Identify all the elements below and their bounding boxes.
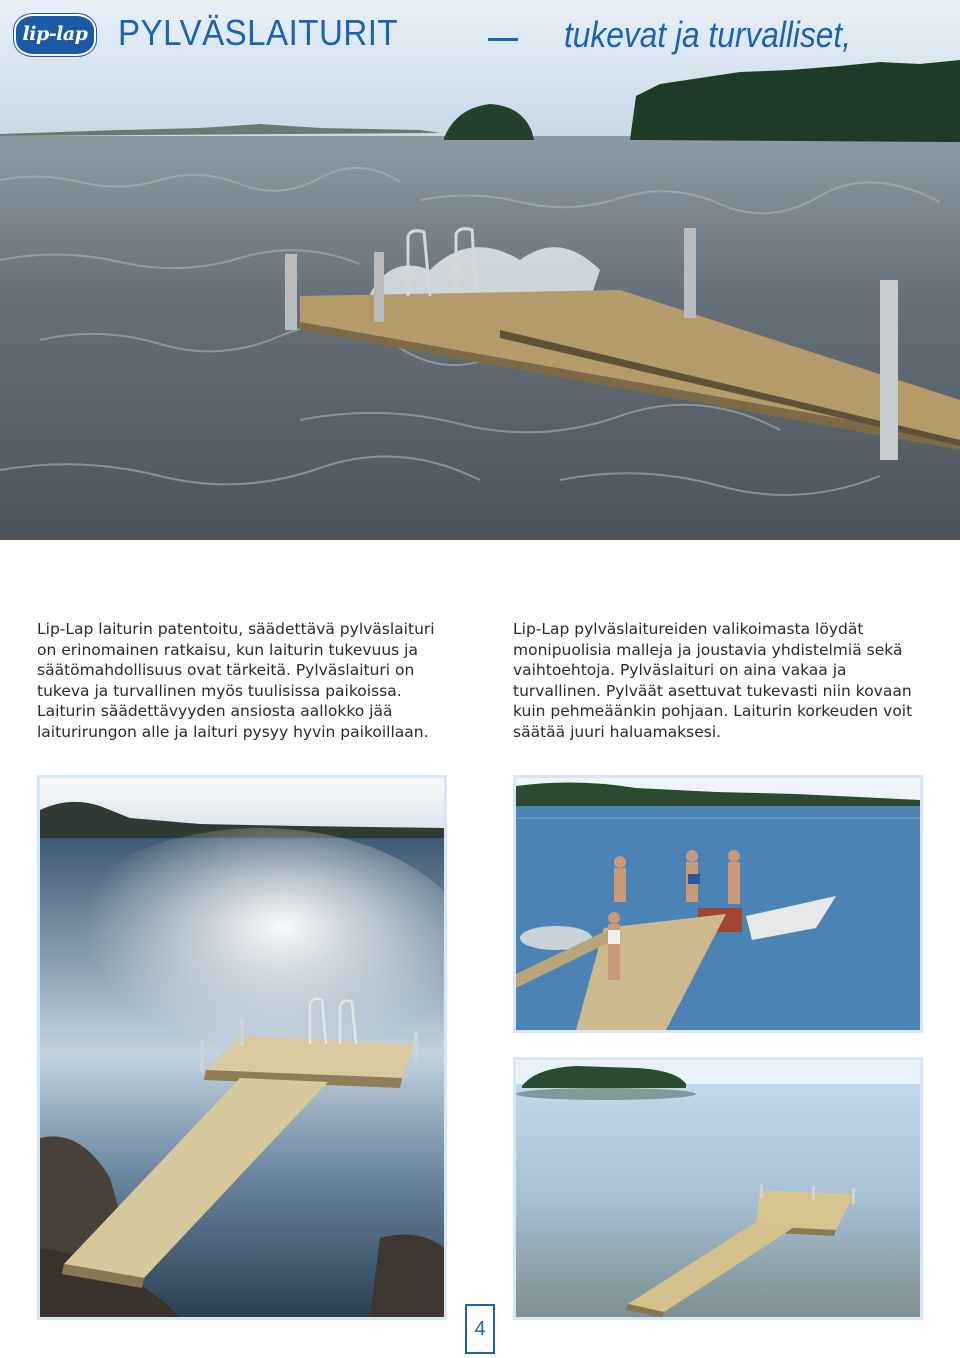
left-photo xyxy=(37,775,447,1320)
page-subtitle: tukevat ja turvalliset, xyxy=(564,14,852,55)
page-title: PYLVÄSLAITURIT xyxy=(118,12,399,53)
page-number: 4 xyxy=(465,1304,495,1354)
stormy-lake-dock-photo xyxy=(0,0,960,540)
l-shaped-dock-calm-lake-photo xyxy=(516,1060,920,1317)
left-column-text: Lip-Lap laiturin patentoitu, säädettävä pylväslaituri on erinomainen ratkaisu, kun laiturin tukevuus ja säätömahdollisuus ovat tärkeitä. Pylväslaituri on tukeva ja turvallinen myös tuulisissa paikoissa. Laiturin säädettävyyden ansiosta aallokko jää laiturirungon alle ja laituri pysyy hyvin paikoillaan. xyxy=(37,620,435,741)
hero-photo xyxy=(0,0,960,540)
right-bottom-photo xyxy=(513,1057,923,1320)
t-shaped-dock-sunset-photo xyxy=(40,778,444,1317)
brand-logo: lip-lap xyxy=(14,14,96,56)
right-column-text: Lip-Lap pylväslaitureiden valikoimasta löydät monipuolisia malleja ja joustavia yhdistelmiä sekä vaihtoehtoja. Pylväslaituri on aina vakaa ja turvallinen. Pylväät asettuvat tukevasti niin kovaan kuin pehmeäänkin pohjaan. Laiturin korkeuden voit säätää juuri haluamaksesi. xyxy=(513,620,913,741)
people-on-dock-photo xyxy=(516,778,920,1030)
title-divider xyxy=(488,38,518,41)
right-top-photo xyxy=(513,775,923,1033)
